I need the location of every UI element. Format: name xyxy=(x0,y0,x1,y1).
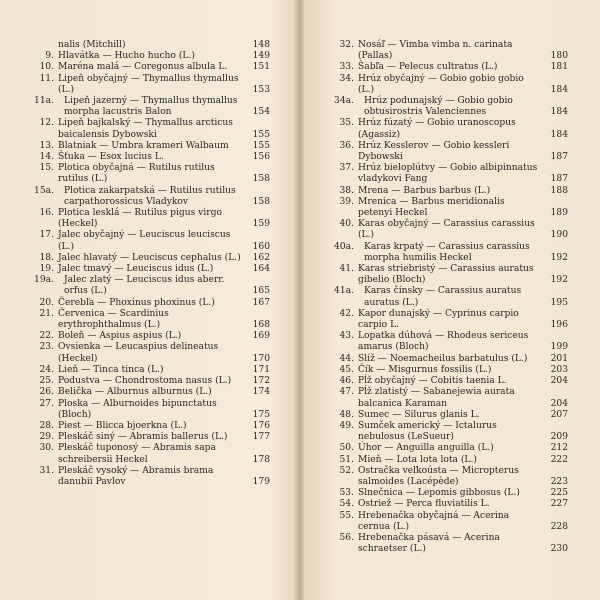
entry-title: Lipeň bajkalský — Thymallus arcticus baicalensis Dybowski xyxy=(58,118,233,140)
entry-number: 21. xyxy=(39,308,54,319)
entry-title: Úhor — Anguilla anguilla (L.) xyxy=(358,443,494,454)
toc-entry xyxy=(330,197,568,219)
entry-number: 33. xyxy=(339,62,354,73)
entry-page: 207 xyxy=(550,409,568,420)
toc-entry xyxy=(330,62,568,73)
entry-page: 156 xyxy=(252,152,270,163)
entry-number: 17. xyxy=(39,230,54,241)
entry-title: Kapor dunajský — Cyprinus carpio carpio L. xyxy=(358,308,519,331)
entry-number: 10. xyxy=(39,62,54,73)
toc-entry xyxy=(30,51,270,62)
entry-page: 165 xyxy=(252,286,270,297)
entry-title: Šťuka — Esox lucius L. xyxy=(58,152,164,163)
entry-page: 223 xyxy=(550,476,568,487)
entry-number: 47. xyxy=(339,387,354,398)
toc-entry xyxy=(30,443,270,465)
entry-title: Hrúz podunajský — Gobio gobio obtusirostris Valenciennes xyxy=(364,96,513,118)
entry-number: 28. xyxy=(39,420,54,431)
entry-number: 24. xyxy=(39,364,54,375)
entry-page: 203 xyxy=(550,364,568,375)
entry-title: Blatniak — Umbra krameri Walbaum xyxy=(58,140,229,151)
entry-number: 38. xyxy=(339,185,354,196)
toc-entry xyxy=(330,96,568,118)
entry-page: 204 xyxy=(550,398,568,409)
entry-number: 51. xyxy=(339,454,354,465)
toc-entry xyxy=(330,443,568,454)
entry-title: Belička — Alburnus alburnus (L.) xyxy=(58,387,212,398)
entry-title: Hrúz obyčajný — Gobio gobio gobio (L.) xyxy=(358,73,524,95)
entry-page: 177 xyxy=(252,432,270,443)
entry-number: 26. xyxy=(39,387,54,398)
entry-title: Hlavátka — Hucho hucho (L.) xyxy=(58,51,195,62)
entry-page: 155 xyxy=(252,129,270,140)
toc-entry xyxy=(330,354,568,365)
entry-page: 175 xyxy=(252,409,270,420)
entry-page: 176 xyxy=(252,420,270,431)
toc-entry xyxy=(330,511,568,533)
entry-page: 153 xyxy=(252,84,270,95)
entry-page: 225 xyxy=(550,488,568,499)
toc-entry xyxy=(330,141,568,163)
entry-page: 148 xyxy=(252,40,270,50)
entry-page: 149 xyxy=(252,51,270,62)
toc-entry xyxy=(30,40,270,51)
entry-number: 16. xyxy=(39,208,54,219)
toc-entry xyxy=(330,163,568,185)
toc-entry xyxy=(30,163,270,185)
toc-entry xyxy=(30,309,270,331)
entry-number: 19. xyxy=(39,264,54,275)
entry-title: Hrúz bieloplútvy — Gobio albipinnatus vladykovi Fang xyxy=(358,163,538,185)
entry-number: 27. xyxy=(39,398,54,409)
entry-number: 25. xyxy=(39,376,54,387)
toc-entry xyxy=(30,62,270,73)
entry-page: 179 xyxy=(252,476,270,487)
entry-title: Pleskáč vysoký — Abramis brama danubii Pavlov xyxy=(58,465,214,487)
entry-page: 189 xyxy=(550,208,568,219)
toc-entry xyxy=(330,387,568,409)
entry-page: 188 xyxy=(550,185,568,196)
entry-title: Hrebenačka pásavá — Acerina schraetser (L.) xyxy=(358,532,500,555)
entry-number: 41a. xyxy=(334,286,354,297)
entry-page: 199 xyxy=(550,342,568,353)
entry-title: Piest — Blicca bjoerkna (L.) xyxy=(58,420,187,431)
entry-title: Slnečnica — Lepomis gibbosus (L.) xyxy=(358,488,520,499)
entry-title: Lieň — Tinca tinca (L.) xyxy=(58,364,164,375)
toc-entry xyxy=(30,141,270,152)
toc-entry xyxy=(30,331,270,342)
entry-page: 174 xyxy=(252,387,270,398)
entry-title: Lipeň jazerný — Thymallus thymallus morpha lacustris Balon xyxy=(64,96,238,118)
toc-entry xyxy=(330,74,568,96)
entry-title: Hrúz fúzatý — Gobio uranoscopus (Agassiz) xyxy=(358,118,516,140)
entry-title: Slíž — Noemacheilus barbatulus (L.) xyxy=(358,353,528,364)
toc-entry xyxy=(30,74,270,96)
toc-entry xyxy=(30,230,270,252)
entry-title: Jalec tmavý — Leuciscus idus (L.) xyxy=(58,264,214,275)
entry-title: Karas obyčajný — Carassius carassius (L.) xyxy=(358,219,535,241)
entry-page: 171 xyxy=(252,364,270,375)
entry-page: 196 xyxy=(550,320,568,331)
book-gutter xyxy=(294,0,304,600)
entry-title: nalis (Mitchill) xyxy=(58,40,126,50)
toc-entry xyxy=(30,118,270,140)
entry-title: Pĺž zlatistý — Sabanejewia aurata balcanica Karaman xyxy=(358,387,515,409)
toc-entry xyxy=(30,264,270,275)
toc-entry xyxy=(30,253,270,264)
entry-title: Jalec hlavatý — Leuciscus cephalus (L.) xyxy=(58,252,241,263)
entry-title: Ploska — Alburnoides bipunctatus (Bloch) xyxy=(58,398,217,420)
entry-title: Karas krpatý — Carassius carassius morpha humilis Heckel xyxy=(364,241,530,263)
entry-number: 48. xyxy=(339,409,354,420)
entry-page: 158 xyxy=(252,174,270,185)
entry-number: 9. xyxy=(45,51,54,62)
entry-page: 178 xyxy=(252,454,270,465)
entry-number: 50. xyxy=(339,443,354,454)
entry-title: Pleskáč siný — Abramis ballerus (L.) xyxy=(58,432,228,443)
entry-number: 19a. xyxy=(34,275,54,286)
toc-entry xyxy=(330,533,568,555)
toc-entry xyxy=(330,40,568,62)
toc-entry xyxy=(330,455,568,466)
entry-title: Ostračka veľkoústa — Micropterus salmoides (Lacépède) xyxy=(358,465,519,487)
entry-number: 55. xyxy=(339,510,354,521)
entry-title: Sumček americký — Ictalurus nebulosus (LeSueur) xyxy=(358,420,497,443)
entry-page: 155 xyxy=(252,140,270,151)
toc-entry xyxy=(330,365,568,376)
entry-title: Karas striebristý — Carassius auratus gibelio (Bloch) xyxy=(358,264,534,286)
toc-entry xyxy=(330,410,568,421)
toc-entry xyxy=(30,432,270,443)
toc-entry xyxy=(330,499,568,510)
entry-number: 45. xyxy=(339,364,354,375)
entry-page: 187 xyxy=(550,152,568,163)
entry-number: 31. xyxy=(39,465,54,476)
entry-title: Jalec zlatý — Leuciscus idus aberr. orfus (L.) xyxy=(64,275,225,297)
entry-page: 172 xyxy=(252,376,270,387)
toc-entry xyxy=(330,488,568,499)
entry-number: 29. xyxy=(39,432,54,443)
entry-title: Mrena — Barbus barbus (L.) xyxy=(358,185,491,196)
toc-entry xyxy=(330,219,568,241)
entry-page: 160 xyxy=(252,241,270,252)
entry-page: 164 xyxy=(252,264,270,275)
entry-page: 158 xyxy=(252,196,270,207)
entry-page: 201 xyxy=(550,353,568,364)
entry-title: Plotica obyčajná — Rutilus rutilus rutilus (L.) xyxy=(58,163,215,185)
entry-number: 11. xyxy=(39,73,54,84)
entry-number: 15a. xyxy=(34,185,54,196)
entry-page: 184 xyxy=(550,107,568,118)
toc-entry xyxy=(330,286,568,308)
toc-entry xyxy=(330,421,568,443)
entry-title: Sumec — Silurus glanis L. xyxy=(358,409,480,420)
entry-number: 34. xyxy=(339,73,354,84)
entry-page: 151 xyxy=(252,62,270,73)
entry-page: 230 xyxy=(550,544,568,555)
toc-entry xyxy=(330,118,568,140)
toc-entry xyxy=(30,466,270,488)
entry-page: 228 xyxy=(550,521,568,532)
toc-entry xyxy=(330,466,568,488)
entry-number: 15. xyxy=(39,163,54,174)
entry-number: 41. xyxy=(339,264,354,275)
entry-page: 192 xyxy=(550,252,568,263)
entry-title: Karas čínsky — Carassius auratus auratus (L.) xyxy=(364,286,522,308)
left-toc-list xyxy=(30,40,270,488)
entry-title: Lipeň obyčajný — Thymallus thymallus (L.) xyxy=(58,73,239,95)
entry-title: Mieň — Lota lota lota (L.) xyxy=(358,454,477,465)
entry-title: Lopatka dúhová — Rhodeus sericeus amarus (Bloch) xyxy=(358,331,529,353)
toc-entry xyxy=(30,376,270,387)
toc-entry xyxy=(30,208,270,230)
entry-title: Nosáľ — Vimba vimba n. carinata (Pallas) xyxy=(358,40,513,62)
entry-number: 56. xyxy=(339,532,354,543)
entry-title: Mrenica — Barbus meridionalis petenyi Heckel xyxy=(358,196,505,219)
entry-number: 13. xyxy=(39,140,54,151)
entry-title: Pĺž obyčajný — Cobitis taenia L. xyxy=(358,376,507,387)
entry-page: 184 xyxy=(550,129,568,140)
toc-entry xyxy=(30,387,270,398)
entry-number: 42. xyxy=(339,308,354,319)
entry-number: 35. xyxy=(339,118,354,129)
entry-number: 11a. xyxy=(34,96,54,107)
toc-entry xyxy=(30,186,270,208)
entry-page: 181 xyxy=(550,62,568,73)
entry-page: 195 xyxy=(550,297,568,308)
entry-number: 30. xyxy=(39,443,54,454)
entry-number: 32. xyxy=(339,40,354,50)
entry-number: 22. xyxy=(39,331,54,342)
toc-entry xyxy=(30,96,270,118)
entry-title: Ovsienka — Leucaspius delineatus (Heckel) xyxy=(58,342,219,364)
toc-entry xyxy=(330,376,568,387)
entry-number: 49. xyxy=(339,420,354,431)
entry-page: 222 xyxy=(550,454,568,465)
entry-number: 36. xyxy=(339,140,354,151)
entry-number: 40. xyxy=(339,219,354,230)
entry-title: Boleň — Aspius aspius (L.) xyxy=(58,331,182,342)
entry-page: 212 xyxy=(550,443,568,454)
entry-number: 23. xyxy=(39,342,54,353)
entry-title: Podustva — Chondrostoma nasus (L.) xyxy=(58,376,232,387)
entry-page: 184 xyxy=(550,84,568,95)
left-page xyxy=(30,40,270,488)
entry-page: 167 xyxy=(252,297,270,308)
toc-entry xyxy=(30,275,270,297)
entry-number: 40a. xyxy=(334,241,354,252)
toc-entry xyxy=(330,309,568,331)
entry-title: Čík — Misgurnus fossilis (L.) xyxy=(358,364,492,375)
entry-page: 192 xyxy=(550,275,568,286)
entry-page: 168 xyxy=(252,320,270,331)
entry-page: 159 xyxy=(252,219,270,230)
toc-entry xyxy=(30,342,270,364)
entry-page: 180 xyxy=(550,51,568,62)
entry-title: Plotica zakarpatská — Rutilus rutilus carpathorossicus Vladykov xyxy=(64,185,236,207)
toc-entry xyxy=(330,264,568,286)
right-page xyxy=(330,40,568,555)
toc-entry xyxy=(330,242,568,264)
entry-title: Maréna malá — Coregonus albula L. xyxy=(58,62,228,73)
entry-title: Šabľa — Pelecus cultratus (L.) xyxy=(358,62,498,73)
entry-page: 169 xyxy=(252,331,270,342)
entry-number: 39. xyxy=(339,196,354,207)
entry-number: 34a. xyxy=(334,96,354,107)
toc-entry xyxy=(30,365,270,376)
entry-page: 227 xyxy=(550,499,568,510)
entry-title: Hrúz Kesslerov — Gobio kessleri Dybowski xyxy=(358,140,510,163)
entry-title: Čerebľa — Phoxinus phoxinus (L.) xyxy=(58,297,215,308)
entry-number: 52. xyxy=(339,465,354,476)
entry-page: 209 xyxy=(550,432,568,443)
entry-number: 46. xyxy=(339,376,354,387)
entry-page: 190 xyxy=(550,230,568,241)
entry-number: 54. xyxy=(339,499,354,510)
toc-entry xyxy=(30,399,270,421)
entry-number: 44. xyxy=(339,353,354,364)
entry-number: 20. xyxy=(39,297,54,308)
entry-title: Plotica lesklá — Rutilus pigus virgo (Heckel) xyxy=(58,208,222,230)
entry-title: Hrebenačka obyčajná — Acerina cernua (L.) xyxy=(358,510,510,532)
entry-number: 12. xyxy=(39,118,54,129)
toc-entry xyxy=(30,152,270,163)
entry-title: Jalec obyčajný — Leuciscus leuciscus (L.) xyxy=(58,230,231,252)
toc-entry xyxy=(30,298,270,309)
entry-title: Pleskáč tuponosý — Abramis sapa schreibersii Heckel xyxy=(58,443,216,465)
entry-title: Ostriež — Perca fluviatilis L. xyxy=(358,499,490,510)
entry-number: 43. xyxy=(339,331,354,342)
entry-title: Červenica — Scardinius erythrophthalmus (L.) xyxy=(58,308,169,331)
entry-number: 14. xyxy=(39,152,54,163)
entry-page: 187 xyxy=(550,174,568,185)
right-toc-list xyxy=(330,40,568,555)
entry-number: 37. xyxy=(339,163,354,174)
entry-page: 170 xyxy=(252,353,270,364)
toc-entry xyxy=(330,331,568,353)
entry-page: 154 xyxy=(252,107,270,118)
entry-number: 18. xyxy=(39,252,54,263)
toc-entry xyxy=(330,186,568,197)
toc-entry xyxy=(30,421,270,432)
entry-number: 53. xyxy=(339,488,354,499)
entry-page: 204 xyxy=(550,376,568,387)
entry-page: 162 xyxy=(252,252,270,263)
